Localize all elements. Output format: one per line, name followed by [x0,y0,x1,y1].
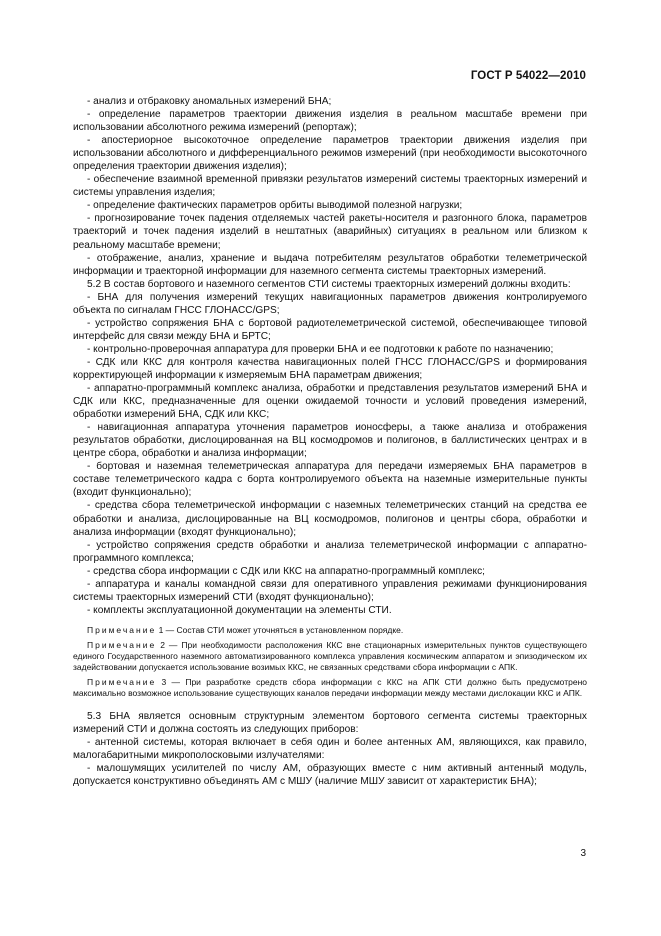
list-item: - обеспечение взаимной временной привязки результатов измерений системы траекторных измерений и системы управления изделия; [73,174,587,199]
note-text: 3 — При разработке средств сбора информации с ККС на АПК СТИ должно быть предусмотрено максимально возможное использование существующих каналов передачи информации между местами дислокации ККС и АПК. [73,676,587,698]
document-code: ГОСТ Р 54022—2010 [470,70,586,82]
list-item: - аппаратно-программный комплекс анализа, обработки и представления результатов измерений БНА и СДК или ККС, предназначенные для оценки ожидаемой точности и условий проведения измерений, обработки измерений БНА, СДК или ККС; [73,383,587,421]
list-item: - устройство сопряжения БНА с бортовой радиотелеметрической системой, обеспечивающее типовой интерфейс для связи между БНА и БРТС; [73,317,587,342]
note-3 [73,677,587,699]
list-item: - аппаратура и каналы командной связи для оперативного управления режимами функционирования системы траекторных измерений СТИ (входят функционально); [73,578,587,603]
list-item: - анализ и отбраковку аномальных измерений БНА; [87,96,332,107]
list-item: - отображение, анализ, хранение и выдача потребителям результатов обработки телеметрической информации и траекторной информации для наземного сегмента системы траекторных измерений. [73,252,587,277]
note-text: 1 — Состав СТИ может уточняться в установленном порядке. [158,624,404,635]
document-body [73,95,587,788]
note-label: Примечание [87,676,157,687]
list-item: - комплекты эксплуатационной документации на элементы СТИ. [87,604,392,616]
list-item: - средства сбора телеметрической информации с наземных телеметрических станций на средства ее обработки и анализа, дислоцированные на ВЦ космодромов, полигонов и центры сбора, обработки и анализа информации (входят функционально); [73,500,587,538]
list-item: - определение фактических параметров орбиты выводимой полезной нагрузки; [87,200,463,212]
list-item: - прогнозирование точек падения отделяемых частей ракеты-носителя и разгонного блока, параметров траекторий и точек падения изделий в нештатных (аварийных) ситуациях в реальном или близком к реальному масштабе времени; [73,213,587,251]
list-item: - определение параметров траектории движения изделия в реальном масштабе времени при использовании абсолютного режима измерений (репортаж); [73,109,587,134]
list-item: - малошумящих усилителей по числу АМ, образующих вместе с ним активный антенный модуль, допускается конструктивно объединять АМ с МШУ (наличие МШУ зависит от характеристик БНА); [73,763,587,788]
list-item: - апостериорное высокоточное определение параметров траектории движения изделия при использовании абсолютного и дифференциального режимов измерений (при необходимости высокоточного определения траектории движения изделия); [73,135,587,173]
note-label: Примечание [87,639,157,650]
list-item: - устройство сопряжения средств обработки и анализа телеметрической информации с аппаратно-программного комплекса; [73,539,587,564]
page-number: 3 [580,848,586,859]
list-item: - СДК или ККС для контроля качества навигационных полей ГНСС ГЛОНАСС/GPS и формирования корректирующей информации к измеряемым БНА параметрам движения; [73,356,587,381]
clause-5-3: 5.3 БНА является основным структурным элементом бортового сегмента системы траекторных измерений СТИ и должна состоять из следующих приборов: [73,710,587,735]
list-item: - контрольно-проверочная аппаратура для проверки БНА и ее подготовки к работе по назначению; [87,343,554,355]
note-2 [73,640,587,673]
note-1 [73,625,587,636]
clause-5-2: 5.2 В состав бортового и наземного сегментов СТИ системы траекторных измерений должны входить: [87,278,571,290]
list-item: - средства сбора информации с СДК или ККС на аппаратно-программный комплекс; [87,565,485,577]
list-item: - антенной системы, которая включает в себя один и более антенных АМ, являющихся, как правило, малогабаритными микрополосковыми излучателями: [73,736,587,762]
list-item: - БНА для получения измерений текущих навигационных параметров движения контролируемого объекта по сигналам ГНСС ГЛОНАСС/GPS; [73,291,587,316]
note-label: Примечание [87,624,157,635]
note-text: 2 — При необходимости расположения ККС вне стационарных измерительных пунктов существующего единого Государственного наземного автоматизированного комплекса управления космическим аппаратом и эпизодическом их задействовании допускается использование возимых ККС, не связанных средствами сбора информации с АПК. [73,639,587,672]
list-item: - бортовая и наземная телеметрическая аппаратура для передачи измеряемых БНА параметров в составе телеметрического кадра с борта контролируемого объекта на наземные измерительные пункты (входит функционально); [73,461,587,499]
list-item: - навигационная аппаратура уточнения параметров ионосферы, а также анализа и отображения результатов обработки, дислоцированная на ВЦ космодромов и полигонов, в баллистических центрах и в центре сбора, обработки и анализа информации; [73,422,587,460]
